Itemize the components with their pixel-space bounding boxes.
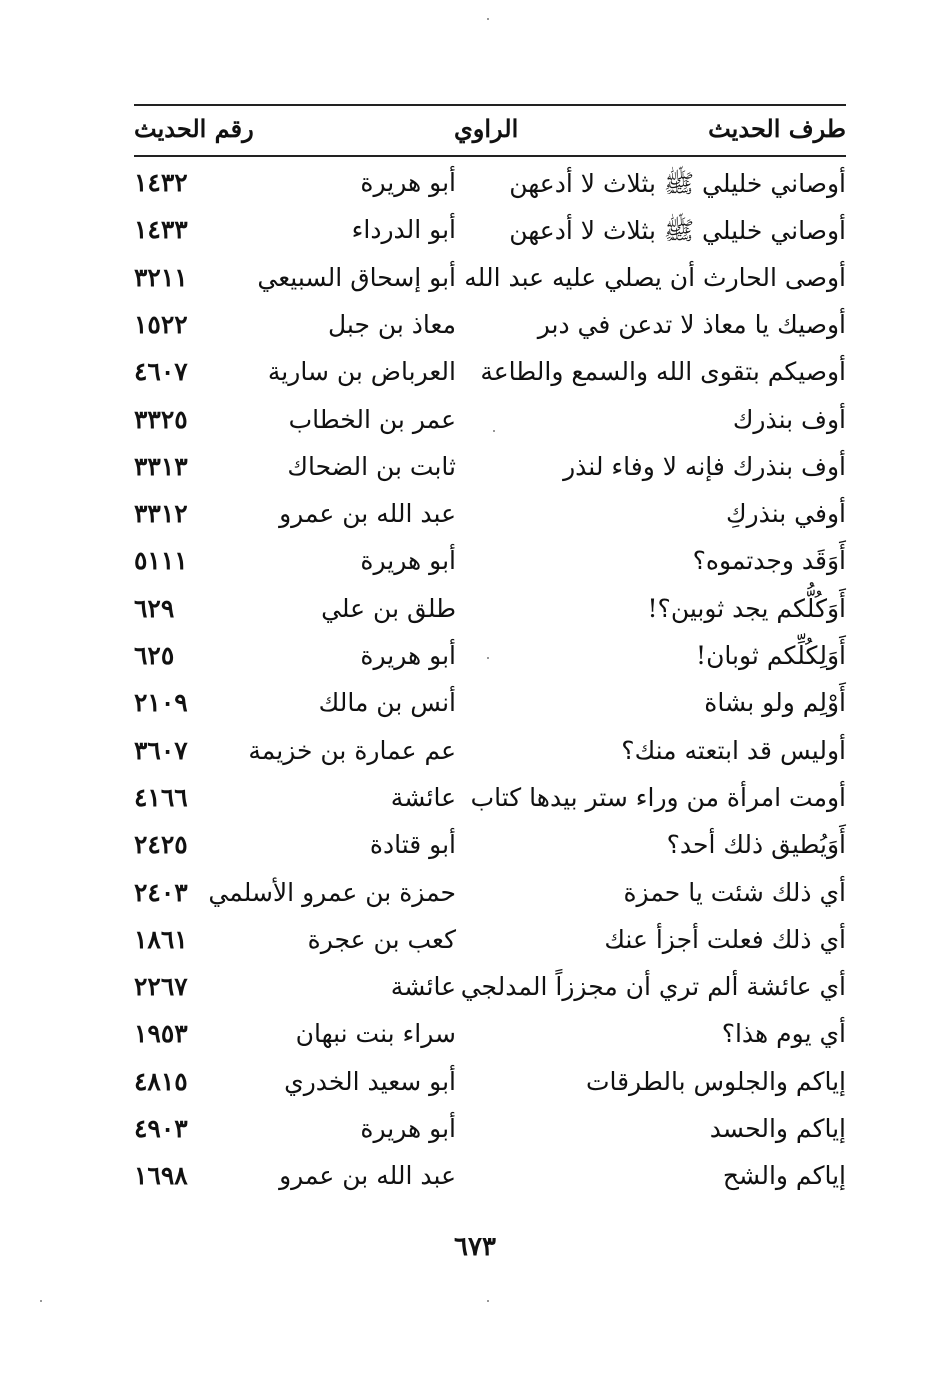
narrator-cell: عبد الله بن عمرو bbox=[279, 499, 456, 529]
table-row bbox=[134, 777, 846, 824]
table-row bbox=[134, 162, 846, 209]
table-row bbox=[134, 209, 846, 256]
hadith-beginning-cell: إياكم والشح bbox=[722, 1161, 846, 1191]
hadith-beginning-cell: أَوْلِم ولو بشاة bbox=[704, 688, 846, 718]
narrator-cell: أبو سعيد الخدري bbox=[284, 1066, 456, 1096]
scan-speck bbox=[487, 18, 489, 20]
narrator-cell: أبو هريرة bbox=[360, 168, 456, 197]
table-row bbox=[134, 1013, 846, 1060]
narrator-cell: أبو هريرة bbox=[360, 641, 456, 670]
narrator-cell: أبو هريرة bbox=[360, 546, 456, 576]
hadith-beginning-cell: أَوَكُلُّكم يجد ثوبين؟! bbox=[647, 593, 846, 623]
narrator-cell: عمر بن الخطاب bbox=[288, 404, 456, 434]
hadith-beginning-cell: أومت امرأة من وراء ستر بيدها كتاب bbox=[470, 782, 846, 812]
narrator-cell: أبو قتادة bbox=[369, 830, 456, 860]
hadith-number-cell: ٦٢٩ bbox=[134, 593, 175, 623]
table-row bbox=[134, 919, 846, 966]
scan-speck bbox=[493, 430, 495, 432]
hadith-beginning-cell: أوف بنذرك فإنه لا وفاء لنذر bbox=[563, 451, 846, 481]
narrator-cell: سراء بنت نبهان bbox=[295, 1019, 456, 1049]
hadith-beginning-cell: إياكم والحسد bbox=[709, 1114, 846, 1143]
column-header-hadith-number: رقم الحديث bbox=[134, 114, 254, 143]
hadith-number-cell: ٢٢٦٧ bbox=[134, 972, 188, 1002]
hadith-number-cell: ٢٤٠٣ bbox=[134, 877, 188, 907]
narrator-cell: عم عمارة بن خزيمة bbox=[248, 735, 456, 765]
hadith-number-cell: ٤٨١٥ bbox=[134, 1066, 188, 1096]
hadith-number-cell: ٤١٦٦ bbox=[134, 782, 188, 812]
narrator-cell: عبد الله بن عمرو bbox=[279, 1161, 456, 1191]
hadith-number-cell: ١٨٦١ bbox=[134, 924, 188, 954]
hadith-number-cell: ١٤٣٣ bbox=[134, 215, 188, 245]
hadith-number-cell: ١٥٢٢ bbox=[134, 309, 188, 339]
narrator-cell: العرباض بن سارية bbox=[267, 357, 456, 387]
hadith-beginning-cell: أوصى الحارث أن يصلي عليه عبد الله bbox=[464, 262, 846, 292]
narrator-cell: كعب بن عجرة bbox=[307, 924, 456, 954]
narrator-cell: معاذ بن جبل bbox=[327, 309, 456, 339]
table-row bbox=[134, 446, 846, 493]
narrator-cell: ثابت بن الضحاك bbox=[287, 451, 456, 481]
hadith-beginning-cell: أي ذلك فعلت أجزأ عنك bbox=[604, 924, 846, 954]
narrator-cell: طلق بن علي bbox=[321, 593, 456, 623]
narrator-cell: عائشة bbox=[390, 782, 456, 812]
table-row bbox=[134, 824, 846, 871]
table-row bbox=[134, 493, 846, 540]
hadith-beginning-cell: أوصاني خليلي ﷺ بثلاث لا أدعهن bbox=[509, 216, 846, 246]
narrator-cell: أبو هريرة bbox=[360, 1114, 456, 1143]
hadith-beginning-cell: أوصيكم بتقوى الله والسمع والطاعة bbox=[480, 357, 846, 387]
scan-speck bbox=[40, 1300, 42, 1302]
hadith-beginning-cell: أَوَيُطيق ذلك أحد؟ bbox=[666, 830, 846, 860]
table-row bbox=[134, 1061, 846, 1108]
hadith-beginning-cell: أي عائشة ألم تري أن مجززاً المدلجي bbox=[460, 972, 846, 1002]
narrator-cell: حمزة بن عمرو الأسلمي bbox=[208, 877, 456, 907]
hadith-number-cell: ١٤٣٢ bbox=[134, 168, 188, 197]
hadith-beginning-cell: إياكم والجلوس بالطرقات bbox=[585, 1066, 846, 1096]
hadith-number-cell: ٣٢١١ bbox=[134, 262, 188, 292]
hadith-beginning-cell: أوف بنذرك bbox=[732, 404, 846, 434]
hadith-number-cell: ٣٦٠٧ bbox=[134, 735, 188, 765]
narrator-cell: أبو الدرداء bbox=[351, 215, 456, 245]
header-top-rule bbox=[134, 104, 846, 106]
hadith-beginning-cell: أي ذلك شئت يا حمزة bbox=[623, 877, 846, 907]
narrator-cell: أبو إسحاق السبيعي bbox=[257, 262, 456, 292]
hadith-beginning-cell: أَوَلِكُلِّكم ثوبان! bbox=[696, 641, 846, 670]
scan-speck bbox=[487, 657, 489, 659]
hadith-beginning-cell: أوليس قد ابتعته منك؟ bbox=[621, 735, 846, 765]
table-row bbox=[134, 540, 846, 587]
hadith-number-cell: ٣٣١٣ bbox=[134, 451, 188, 481]
hadith-number-cell: ٤٦٠٧ bbox=[134, 357, 188, 387]
table-row bbox=[134, 872, 846, 919]
hadith-number-cell: ٣٣٢٥ bbox=[134, 404, 188, 434]
header-bottom-rule bbox=[134, 155, 846, 157]
table-row bbox=[134, 1108, 846, 1155]
table-row bbox=[134, 682, 846, 729]
hadith-number-cell: ٤٩٠٣ bbox=[134, 1114, 188, 1143]
narrator-cell: أنس بن مالك bbox=[318, 688, 456, 718]
hadith-beginning-cell: أي يوم هذا؟ bbox=[721, 1019, 846, 1049]
table-row bbox=[134, 730, 846, 777]
hadith-number-cell: ٥١١١ bbox=[134, 546, 188, 576]
table-row bbox=[134, 399, 846, 446]
table-row bbox=[134, 1155, 846, 1202]
hadith-beginning-cell: أوفي بنذركِ bbox=[725, 499, 846, 529]
narrator-cell: عائشة bbox=[390, 972, 456, 1002]
hadith-number-cell: ٦٢٥ bbox=[134, 641, 175, 670]
hadith-number-cell: ٣٣١٢ bbox=[134, 499, 188, 529]
table-header bbox=[134, 108, 846, 152]
column-header-hadith-beginning: طرف الحديث bbox=[708, 114, 846, 143]
hadith-number-cell: ١٩٥٣ bbox=[134, 1019, 188, 1049]
page-number: ٦٧٣ bbox=[454, 1232, 496, 1262]
table-row bbox=[134, 966, 846, 1013]
hadith-beginning-cell: أوصيك يا معاذ لا تدعن في دبر bbox=[537, 309, 846, 339]
table-row bbox=[134, 304, 846, 351]
hadith-beginning-cell: أوصاني خليلي ﷺ بثلاث لا أدعهن bbox=[509, 169, 846, 198]
table-row bbox=[134, 588, 846, 635]
column-header-narrator: الراوي bbox=[454, 114, 519, 143]
hadith-number-cell: ١٦٩٨ bbox=[134, 1161, 188, 1191]
hadith-beginning-cell: أَوَقَد وجدتموه؟ bbox=[692, 546, 846, 576]
table-row bbox=[134, 257, 846, 304]
table-row bbox=[134, 635, 846, 682]
table-row bbox=[134, 351, 846, 398]
hadith-number-cell: ٢٤٢٥ bbox=[134, 830, 188, 860]
scan-speck bbox=[487, 1300, 489, 1302]
hadith-number-cell: ٢١٠٩ bbox=[134, 688, 188, 718]
